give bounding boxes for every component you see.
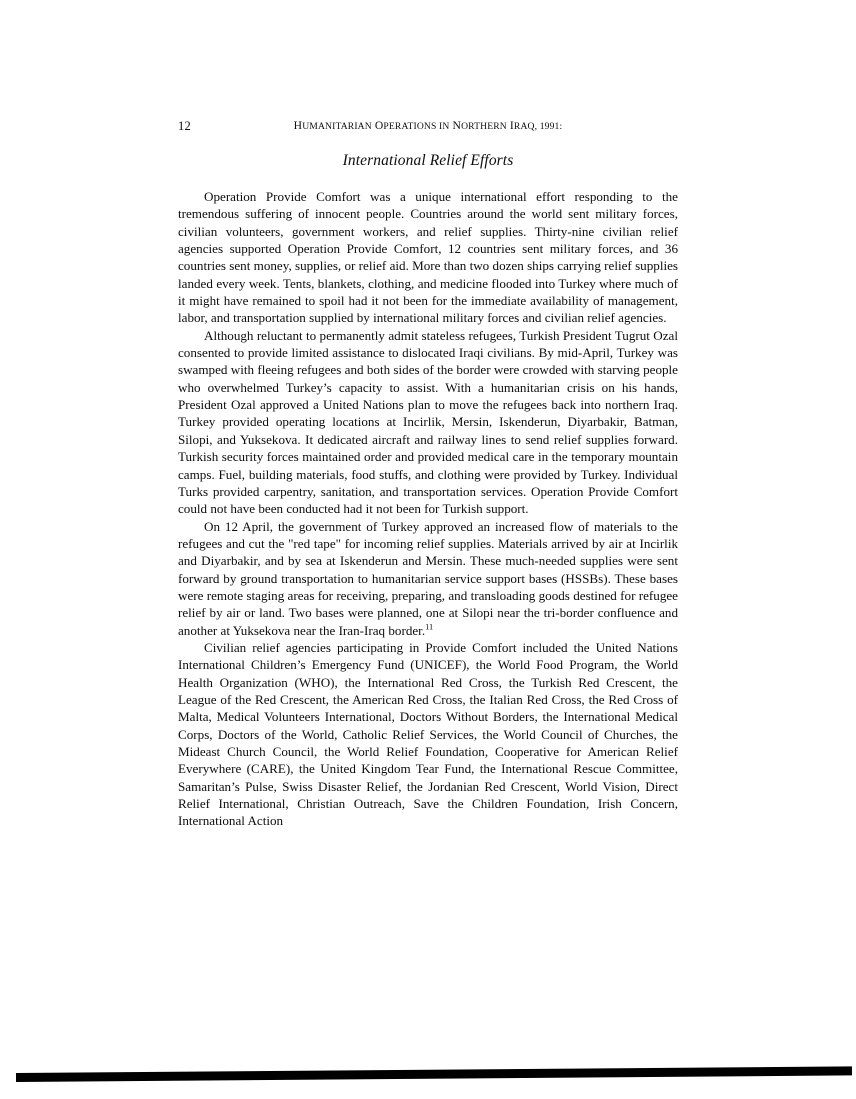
body-paragraph-2: Although reluctant to permanently admit stateless refugees, Turkish President Tugrut Ozal consented to provide limited assistance to dislocated Iraqi civilians. By mid-April, Turkey was swamped with fleeing refugees and both sides of the border were crowded with starving people who overwhelmed Turkey’s capacity to assist. With a humanitarian crisis on his hands, President Ozal approved a United Nations plan to move the refugees back into northern Iraq. Turkey provided operating locations at Incirlik, Mersin, Iskenderun, Diyarbakir, Batman, Silopi, and Yuksekova. It dedicated aircraft and railway lines to send relief supplies forward. Turkish security forces maintained order and provided medical care in the temporary mountain camps. Fuel, building materials, food stuffs, and clothing were provided by Turkey. Individual Turks provided carpentry, sanitation, and transportation services. Operation Provide Comfort could not have been conducted had it not been for Turkish support. <box>178 327 678 517</box>
running-head <box>178 118 678 134</box>
running-head-segment-5: IN <box>439 121 450 132</box>
body-paragraph-1: Operation Provide Comfort was a unique international effort responding to the tremendous suffering of innocent people. Countries around the world sent military forces, civilian volunteers, government workers, and relief supplies. Thirty-nine civilian relief agencies supported Operation Provide Comfort, 12 countries sent military forces, and 36 countries sent money, supplies, or relief aid. More than two dozen ships carrying relief supplies landed every week. Tents, blankets, clothing, and medicine flooded into Turkey where much of it might have remained to spoil had it not been for the immediate availability of management, labor, and transportation supplied by international military forces and civilian relief agencies. <box>178 189 678 326</box>
running-head-segment-3: PERATIONS <box>383 121 437 132</box>
running-head-segment-9: RAQ <box>513 121 535 132</box>
page-number: 12 <box>178 119 191 133</box>
body-paragraph-3: On 12 April, the government of Turkey approved an increased flow of materials to the refugees and cut the "red tape" for incoming relief supplies. Materials arrived by air at Incirlik and Diyarbakir, and by sea at Iskenderun and Mersin. These much-needed supplies were sent forward by ground transportation to humanitarian service support bases (HSSBs). These bases were remote staging areas for receiving, preparing, and transloading goods destined for refugee relief by air or land. Two bases were planned, one at Silopi near the tri-border confluence and another at Yuksekova near the Iran-Iraq border.$^{11}$ <box>178 518 678 638</box>
running-head-segment-8: I <box>506 119 514 132</box>
running-head-segment-6: N <box>449 119 462 132</box>
running-head-segment-2: O <box>371 119 384 132</box>
body-text <box>178 188 678 830</box>
running-head-segment-7: ORTHERN <box>461 121 507 132</box>
running-head-segment-0: H <box>293 119 303 132</box>
body-paragraph-4: Civilian relief agencies participating in Provide Comfort included the United Nations International Children’s Emergency Fund (UNICEF), the World Food Program, the World Health Organization (WHO), the International Red Cross, the Turkish Red Crescent, the League of the Red Crescent, the American Red Cross, the Italian Red Cross, the Red Cross of Malta, Medical Volunteers International, Doctors Without Borders, the International Medical Corps, Doctors of the World, Catholic Relief Services, the World Council of Churches, the Mideast Church Council, the World Relief Foundation, Cooperative for American Relief Everywhere (CARE), the United Kingdom Tear Fund, the International Rescue Committee, Samaritan’s Pulse, Swiss Disaster Relief, the Jordanian Red Crescent, World Vision, Direct Relief International, Christian Outreach, Save the Children Foundation, Irish Concern, International Action <box>178 639 678 829</box>
scan-artifact-bar <box>16 1066 852 1082</box>
running-head-segment-1: UMANITARIAN <box>302 121 372 132</box>
running-head-title <box>178 118 678 135</box>
running-head-segment-10: , 1991: <box>534 121 563 132</box>
section-heading: International Relief Efforts <box>342 152 514 169</box>
footnote-reference-marker: 11 <box>425 622 434 632</box>
